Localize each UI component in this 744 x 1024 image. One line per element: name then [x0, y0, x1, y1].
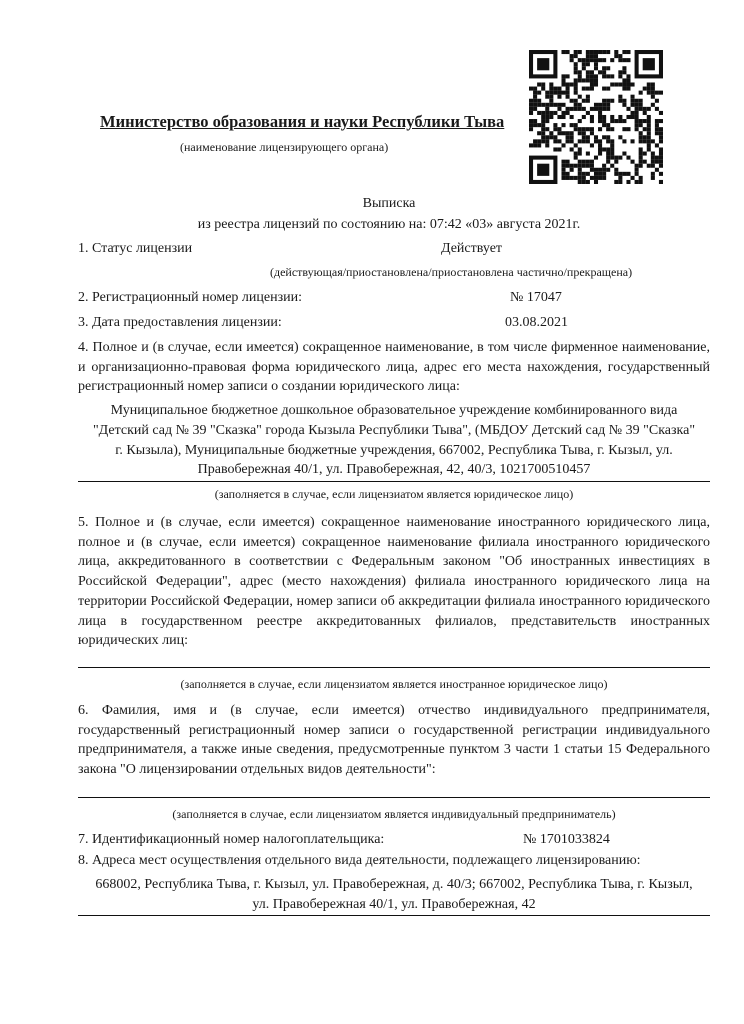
document-title: Выписка [362, 196, 416, 211]
section-6-hint: (заполняется в случае, если лицензиатом является индивидуальный предприниматель) [172, 807, 616, 821]
section-4-hint: (заполняется в случае, если лицензиатом является юридическое лицо) [214, 487, 574, 501]
status-label: 1. Статус лицензии [78, 241, 193, 256]
divider [78, 915, 710, 916]
qr-code-icon [528, 50, 664, 184]
section-5-text: 5. Полное и (в случае, если имеется) сокращенное наименование иностранного юридического лица, полное и (в случае, если имеется) сокращенное наименование филиала иностранного юридического лица, аккредитованного в соответствии с Федеральным законом "Об иностранных инвестициях в Российской Федерации", адрес (место нахождения) филиала иностранного юридического лица на территории Российской Федерации, номер записи об аккредитации филиала иностранного юридического лица в государственном реестре аккредитованных филиалов, представительств иностранных юридических лиц: [78, 515, 710, 649]
section-6-text: 6. Фамилия, имя и (в случае, если имеется) отчество индивидуального предпринимателя, государственный регистрационный номер записи о государственной регистрации индивидуального предпринимателя, а также иные сведения, предусмотренные пунктом 3 части 1 статьи 15 Федерального закона "О лицензировании отдельных видов деятельности": [78, 703, 710, 778]
status-hint: (действующая/приостановлена/приостановлена частично/прекращена) [270, 265, 633, 279]
licensing-authority-hint: (наименование лицензирующего органа) [180, 140, 389, 154]
org-name-line: г. Кызыла), Муниципальные бюджетные учреждения, 667002, Республика Тыва, г. Кызыл, ул. [115, 443, 673, 458]
divider [78, 667, 710, 668]
section-4-text: 4. Полное и (в случае, если имеется) сокращенное наименование, в том числе фирменное наименование, и организационно-правовая форма юридического лица, адрес его места нахождения, государственный регистрационный номер записи о создании юридического лица: [78, 340, 710, 395]
org-name-line: Правобережная 40/1, ул. Правобережная, 42, 40/3, 1021700510457 [197, 462, 591, 477]
inn-value: № 1701033824 [523, 832, 610, 847]
divider [78, 481, 710, 482]
divider [78, 797, 710, 798]
status-value: Действует [441, 241, 503, 256]
licensing-authority: Министерство образования и науки Республики Тыва [100, 112, 505, 131]
inn-label: 7. Идентификационный номер налогоплательщика: [78, 832, 385, 847]
address-line: 668002, Республика Тыва, г. Кызыл, ул. Правобережная, д. 40/3; 667002, Республика Тыва, г. Кызыл, [95, 877, 693, 892]
issue-date-value: 03.08.2021 [505, 315, 568, 330]
address-line: ул. Правобережная 40/1, ул. Правобережная, 42 [252, 897, 536, 912]
org-name-line: "Детский сад № 39 "Сказка" города Кызыла Республики Тыва", (МБДОУ Детский сад № 39 "Сказка" [92, 423, 696, 438]
issue-date-label: 3. Дата предоставления лицензии: [78, 315, 282, 330]
reg-number-label: 2. Регистрационный номер лицензии: [78, 290, 303, 305]
reg-number-value: № 17047 [510, 290, 562, 305]
addresses-label: 8. Адреса мест осуществления отдельного вида деятельности, подлежащего лицензированию: [78, 853, 641, 868]
section-5-hint: (заполняется в случае, если лицензиатом является иностранное юридическое лицо) [180, 677, 608, 691]
org-name-line: Муниципальное бюджетное дошкольное образовательное учреждение комбинированного вида [110, 403, 678, 418]
document-subtitle: из реестра лицензий по состоянию на: 07:42 «03» августа 2021г. [197, 217, 581, 232]
